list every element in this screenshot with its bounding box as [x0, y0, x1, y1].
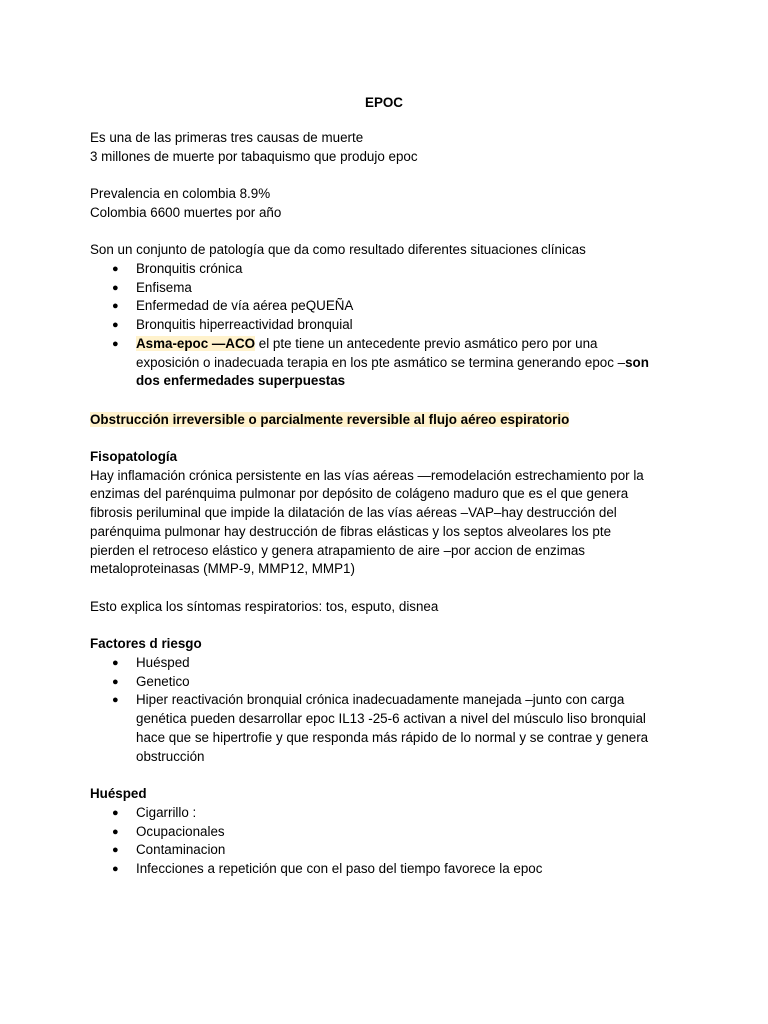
list-item — [90, 260, 690, 279]
list-item-text: Infecciones a repetición que con el paso del tiempo favorece la epoc — [136, 861, 543, 877]
bullet-icon: ● — [112, 337, 119, 350]
intro-line-2: 3 millones de muerte por tabaquismo que produjo epoc — [90, 148, 418, 164]
huesped-heading-block — [90, 785, 690, 804]
bullet-icon: ● — [112, 281, 119, 294]
aco-line-2: exposición o inadecuada terapia en los pte asmático se termina generando epoc – — [136, 354, 626, 370]
huesped-list — [90, 804, 690, 879]
fisiopatologia-line: Hay inflamación crónica persistente en las vías aéreas —remodelación estrechamiento por la — [90, 467, 644, 483]
fisiopatologia-line: pierden el retroceso elástico y genera atrapamiento de aire –por accion de enzimas — [90, 542, 585, 558]
list-item — [90, 841, 690, 860]
symptoms-paragraph — [90, 598, 690, 617]
prevalence-line-2: Colombia 6600 muertes por año — [90, 204, 282, 220]
factor-long-line: Hiper reactivación bronquial crónica inadecuadamente manejada –junto con carga — [136, 692, 625, 708]
list-item — [90, 691, 690, 766]
bullet-icon: ● — [112, 675, 119, 688]
bullet-icon: ● — [112, 319, 119, 332]
list-item-text: Bronquitis hiperreactividad bronquial — [136, 317, 353, 333]
bullet-icon: ● — [112, 807, 119, 819]
factor-long-line: obstrucción — [136, 748, 205, 764]
highlight-paragraph — [90, 411, 690, 430]
definition-lead-text: Son un conjunto de patología que da como resultado diferentes situaciones clínicas — [90, 242, 586, 257]
bullet-icon: ● — [112, 657, 119, 669]
definition-list — [90, 260, 690, 391]
aco-line-3: dos enfermedades superpuestas — [136, 373, 346, 389]
fisiopatologia-section — [90, 448, 690, 579]
definition-lead — [90, 241, 690, 260]
bullet-icon: ● — [112, 300, 119, 313]
highlighted-statement: Obstrucción irreversible o parcialmente reversible al flujo aéreo espiratorio — [90, 412, 570, 427]
list-item — [90, 297, 690, 316]
bullet-icon: ● — [112, 263, 119, 275]
list-item-text: Contaminacion — [136, 842, 226, 858]
factor-long-line: hace que se hipertrofie y que responda más rápido de lo normal y se contrae y genera — [136, 729, 649, 745]
fisiopatologia-line: metaloproteinasas (MMP-9, MMP12, MMP1) — [90, 561, 355, 577]
list-item-aco — [90, 335, 690, 391]
fisiopatologia-heading: Fisopatología — [90, 449, 178, 464]
list-item-text: Enfisema — [136, 279, 192, 295]
factor-long-line: genética pueden desarrollar epoc IL13 -25-6 activan a nivel del músculo liso bronquial — [136, 711, 646, 727]
list-item — [90, 316, 690, 335]
list-item — [90, 823, 690, 842]
page-title: EPOC — [365, 95, 403, 110]
list-item-text: Huésped — [136, 655, 190, 670]
bullet-icon: ● — [112, 694, 119, 707]
fisiopatologia-line: enzimas del parénquima pulmonar por depósito de colágeno maduro que es el que genera — [90, 486, 629, 502]
aco-line-1-rest: el pte tiene un antecedente previo asmático pero por una — [255, 335, 598, 351]
prevalence-paragraph — [90, 185, 690, 222]
list-item-text: Cigarrillo : — [136, 805, 197, 820]
list-item-text: Ocupacionales — [136, 823, 225, 839]
aco-text — [136, 335, 690, 391]
aco-line-2-bold: son — [625, 354, 649, 370]
symptoms-text: Esto explica los síntomas respiratorios: tos, esputo, disnea — [90, 599, 439, 614]
list-item — [90, 279, 690, 298]
list-item — [90, 654, 690, 673]
aco-label: Asma-epoc —ACO — [136, 335, 256, 351]
list-item-text: Genetico — [136, 673, 190, 689]
list-item-text: Bronquitis crónica — [136, 261, 243, 276]
list-item-text — [136, 691, 690, 766]
fisiopatologia-line: parénquima pulmonar hay destrucción de fibras elásticas y los septos alveolares los pte — [90, 523, 612, 539]
intro-paragraph — [90, 129, 690, 166]
bullet-icon: ● — [112, 844, 119, 857]
list-item-text: Enfermedad de vía aérea peQUEÑA — [136, 298, 354, 314]
huesped-heading: Huésped — [90, 786, 147, 801]
list-item — [90, 860, 690, 879]
bullet-icon: ● — [112, 863, 119, 876]
list-item — [90, 673, 690, 692]
factores-heading-block — [90, 635, 690, 654]
list-item — [90, 804, 690, 823]
fisiopatologia-line: fibrosis periluminal que impide la dilatación de las vías aéreas –VAP–hay destrucción del — [90, 505, 617, 521]
factores-list — [90, 654, 690, 766]
intro-line-1: Es una de las primeras tres causas de muerte — [90, 130, 364, 145]
prevalence-line-1: Prevalencia en colombia 8.9% — [90, 186, 271, 201]
factores-heading: Factores d riesgo — [90, 636, 202, 651]
bullet-icon: ● — [112, 825, 119, 838]
